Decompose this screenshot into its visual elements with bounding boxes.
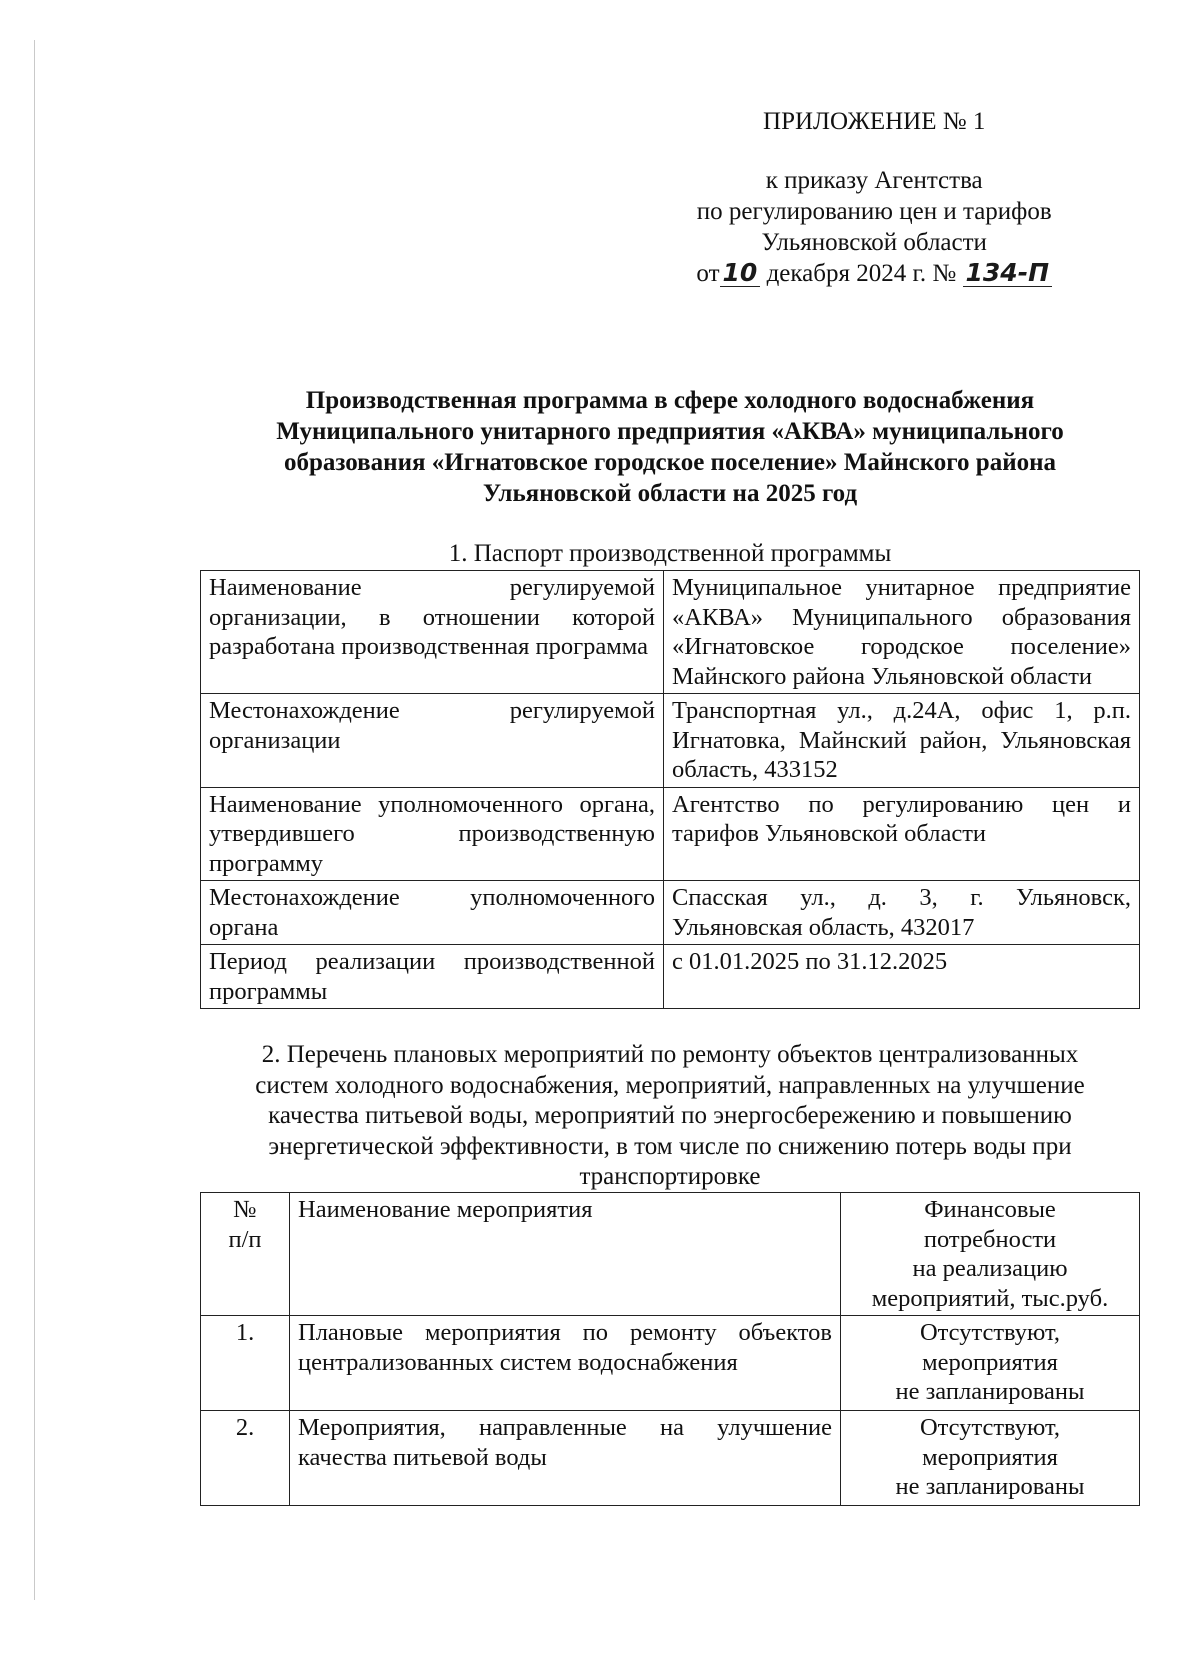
measures-table	[200, 1192, 1140, 1506]
passport-value: Агентство по регулированию цен и тарифов Ульяновской области	[664, 787, 1140, 881]
passport-table	[200, 570, 1140, 1009]
table-row	[201, 571, 1140, 694]
row-financial	[841, 1411, 1140, 1506]
page-edge-line	[34, 40, 35, 1600]
column-header-financial-line-4: мероприятий, тыс.руб.	[871, 1284, 1109, 1312]
table-row	[201, 787, 1140, 881]
section-2-heading	[200, 1040, 1140, 1193]
column-header-financial	[841, 1193, 1140, 1316]
passport-label: Наименование уполномоченного органа, утвердившего производственную программу	[201, 787, 664, 881]
section-2-heading-line-1: 2. Перечень плановых мероприятий по ремонту объектов централизованных	[261, 1041, 1079, 1068]
passport-value: с 01.01.2025 по 31.12.2025	[664, 945, 1140, 1009]
section-2-heading-line-3: качества питьевой воды, мероприятий по энергосбережению и повышению	[268, 1102, 1072, 1129]
column-header-financial-line-2: потребности	[923, 1225, 1057, 1253]
section-1-heading: 1. Паспорт производственной программы	[448, 540, 892, 567]
appendix-line-3: Ульяновской области	[761, 229, 987, 256]
section-2-heading-line-5: транспортировке	[579, 1163, 761, 1190]
title-line-3: образования «Игнатовское городское поселение» Майнского района	[284, 449, 1056, 476]
column-header-number	[201, 1193, 290, 1316]
row-number: 2.	[201, 1411, 290, 1506]
passport-value: Спасская ул., д. 3, г. Ульяновск, Ульяновская область, 432017	[664, 881, 1140, 945]
passport-label: Период реализации производственной программы	[201, 945, 664, 1009]
column-header-financial-line-1: Финансовые	[924, 1196, 1056, 1223]
table-row	[201, 1316, 1140, 1411]
row-financial-line-2: мероприятия	[922, 1443, 1058, 1471]
passport-label: Местонахождение регулируемой организации	[201, 694, 664, 788]
row-financial	[841, 1316, 1140, 1411]
title-line-4: Ульяновской области на 2025 год	[482, 480, 858, 507]
column-header-number-line-1: №	[233, 1196, 257, 1223]
table-row	[201, 694, 1140, 788]
row-financial-line-2: мероприятия	[922, 1348, 1058, 1376]
appendix-line-2: по регулированию цен и тарифов	[696, 198, 1052, 225]
appendix-header	[696, 106, 1052, 289]
date-rest: декабря 2024 г. №	[766, 260, 957, 287]
section-2-heading-line-4: энергетической эффективности, в том числе по снижению потерь воды при	[268, 1132, 1072, 1160]
row-financial-line-1: Отсутствуют,	[919, 1414, 1061, 1441]
row-measure-name: Плановые мероприятия по ремонту объектов централизованных систем водоснабжения	[290, 1316, 841, 1411]
row-financial-line-1: Отсутствуют,	[919, 1319, 1061, 1346]
table-header-row	[201, 1193, 1140, 1316]
title-line-2: Муниципального унитарного предприятия «АКВА» муниципального	[276, 418, 1064, 445]
appendix-line-1: к приказу Агентства	[765, 167, 983, 194]
passport-value: Муниципальное унитарное предприятие «АКВА» Муниципального образования «Игнатовское городское поселение» Майнского района Ульяновской области	[664, 571, 1140, 694]
order-reference	[696, 258, 1052, 289]
table-row	[201, 881, 1140, 945]
title-line-1: Производственная программа в сфере холодного водоснабжения	[305, 387, 1035, 414]
handwritten-order-number: 134-П	[963, 260, 1052, 287]
handwritten-date-day: 10	[720, 260, 761, 287]
row-measure-name: Мероприятия, направленные на улучшение качества питьевой воды	[290, 1411, 841, 1506]
column-header-number-line-2: п/п	[228, 1225, 262, 1253]
row-number: 1.	[201, 1316, 290, 1411]
column-header-financial-line-3: на реализацию	[912, 1255, 1068, 1282]
document-title	[200, 385, 1140, 509]
row-financial-line-3: не запланированы	[895, 1378, 1085, 1405]
row-financial-line-3: не запланированы	[895, 1473, 1085, 1500]
table-row	[201, 1411, 1140, 1506]
passport-value: Транспортная ул., д.24А, офис 1, р.п. Игнатовка, Майнский район, Ульяновская область, 433152	[664, 694, 1140, 788]
date-prefix: от	[696, 260, 720, 287]
passport-label: Местонахождение уполномоченного органа	[201, 881, 664, 945]
section-2-heading-line-2: систем холодного водоснабжения, мероприятий, направленных на улучшение	[255, 1071, 1085, 1099]
table-row	[201, 945, 1140, 1009]
column-header-name: Наименование мероприятия	[290, 1193, 841, 1316]
appendix-title: ПРИЛОЖЕНИЕ № 1	[763, 108, 986, 135]
passport-label: Наименование регулируемой организации, в отношении которой разработана производственная программа	[201, 571, 664, 694]
